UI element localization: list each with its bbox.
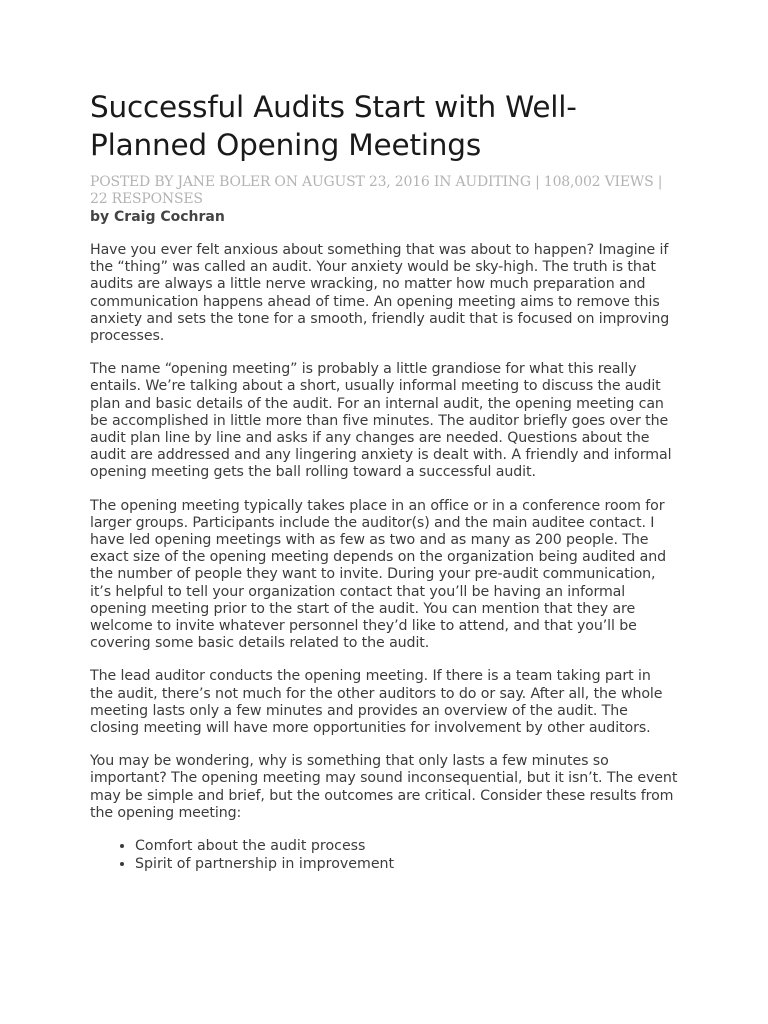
- list-item: • Spirit of partnership in improvement: [135, 856, 678, 874]
- article: [90, 88, 678, 873]
- paragraph-2: The name “opening meeting” is probably a little grandiose for what this really entails. We’re talking about a short, usually informal meeting to discuss the audit plan and basic details of the audit. For an internal audit, the opening meeting can be accomplished in little more than five minutes. The auditor briefly goes over the audit plan line by line and asks if any changes are needed. Questions about the audit are addressed and any lingering anxiety is dealt with. A friendly and informal opening meeting gets the ball rolling toward a successful audit.: [90, 361, 672, 481]
- paragraph-1: Have you ever felt anxious about something that was about to happen? Imagine if the “thing” was called an audit. Your anxiety would be sky-high. The truth is that audits are always a little nerve wracking, no matter how much preparation and communication happens ahead of time. An opening meeting aims to remove this anxiety and sets the tone for a smooth, friendly audit that is focused on improving processes.: [90, 242, 670, 345]
- paragraph-4: The lead auditor conducts the opening meeting. If there is a team taking part in the audit, there’s not much for the other auditors to do or say. After all, the whole meeting lasts only a few minutes and provides an overview of the audit. The closing meeting will have more opportunities for involvement by other auditors.: [90, 668, 663, 737]
- post-meta: POSTED BY JANE BOLER ON AUGUST 23, 2016 IN AUDITING | 108,002 VIEWS | 22 RESPONSES: [90, 174, 663, 207]
- article-title: Successful Audits Start with Well-Planned Opening Meetings: [90, 90, 577, 162]
- list-item: • Comfort about the audit process: [135, 838, 678, 856]
- paragraph-3: The opening meeting typically takes place in an office or in a conference room for larger groups. Participants include the auditor(s) and the main auditee contact. I have led opening meetings with as few as two and as many as 200 people. The exact size of the opening meeting depends on the organization being audited and the number of people they want to invite. During your pre-audit communication, it’s helpful to tell your organization contact that you’ll be having an informal opening meeting prior to the start of the audit. You can mention that they are welcome to invite whatever personnel they’d like to attend, and that you’ll be covering some basic details related to the audit.: [90, 497, 667, 652]
- results-list: [90, 838, 678, 873]
- author-byline: by Craig Cochran: [90, 209, 225, 225]
- paragraph-5: You may be wondering, why is something that only lasts a few minutes so important? The opening meeting may sound inconsequential, but it isn’t. The event may be simple and brief, but the outcomes are critical. Consider these results from the opening meeting:: [90, 753, 678, 821]
